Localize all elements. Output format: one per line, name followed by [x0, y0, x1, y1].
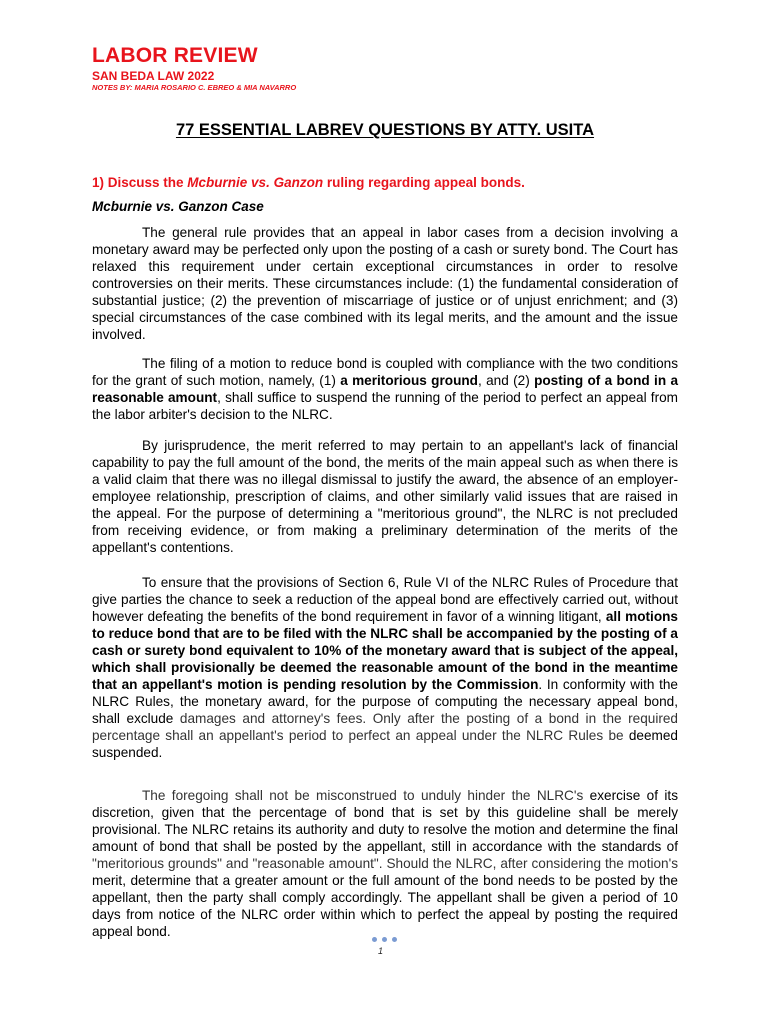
question-heading [92, 175, 525, 190]
body-text [92, 224, 678, 954]
paragraph-5-part-a: The foregoing shall not be misconstrued to unduly hinder the NLRC's [142, 788, 584, 803]
paragraph-4-part-e: deemed suspended. [92, 728, 678, 760]
paragraph-2-bold-a: a meritorious ground [340, 373, 478, 388]
question-prefix: 1) Discuss the [92, 175, 188, 190]
paragraph-4 [92, 574, 678, 761]
paragraph-4-bold: all motions to reduce bond that are to be filed with the NLRC shall be accompanied by the posting of a cash or surety bond equivalent to 10% of the monetary award that is subject of the appeal, which shall provisionally be deemed the reasonable amount of the bond in the meantime that an appellant's motion is pending resolution by the Commission [92, 609, 678, 692]
question-case-name: Mcburnie vs. Ganzon [187, 175, 324, 190]
page-header [92, 44, 296, 93]
paragraph-2-bold-b: posting of a bond in a reasonable amount [92, 373, 679, 405]
paragraph-3: By jurisprudence, the merit referred to may pertain to an appellant's lack of financial capability to pay the full amount of the bond, the merits of the main appeal such as when there is a valid claim that there was no illegal dismissal to justify the award, the absence of an employer-employee relationship, prescription of claims, and other similarly valid issues that are raised in the appeal. For the purpose of determining a "meritorious ground", the NLRC is not precluded from receiving evidence, or from making a preliminary determination of the merits of the appellant's contentions. [92, 438, 678, 555]
dot-icon [382, 937, 387, 942]
paragraph-5-part-d: merit, determine that a greater amount or the full amount of the bond needs to be posted by the appellant, then the party shall comply accordingly. The appellant shall be given a period of 10 days from notice of the NLRC order within which to perfect the appeal by posting the required appeal bond. [92, 873, 678, 939]
case-heading: Mcburnie vs. Ganzon Case [92, 199, 264, 214]
paragraph-5 [92, 787, 678, 940]
paragraph-5-part-b: exercise of its discretion, given that the percentage of bond that is set by this guideline shall be merely provisional. The NLRC retains its authority and duty to resolve the motion and determine the final amount of bond that shall be posted by the appellant, still in accordance with the standards of [92, 788, 678, 854]
page-number: 1 [378, 946, 384, 956]
paragraph-2-part-a: The filing of a motion to reduce bond is coupled with compliance with the two conditions for the grant of such motion, namely, (1) [92, 356, 678, 388]
header-notes: NOTES BY: MARIA ROSARIO C. EBREO & MIA NAVARRO [92, 83, 297, 92]
document-title: 77 ESSENTIAL LABREV QUESTIONS BY ATTY. USITA [175, 121, 595, 139]
paragraph-5-part-c: "meritorious grounds" and "reasonable amount". Should the NLRC, after considering the motion's [92, 856, 678, 871]
dot-icon [372, 937, 377, 942]
dot-icon [392, 937, 397, 942]
paragraph-2 [92, 355, 678, 423]
page-dots-ornament [372, 937, 397, 942]
paragraph-4-part-a: To ensure that the provisions of Section 6, Rule VI of the NLRC Rules of Procedure that give parties the chance to seek a reduction of the appeal bond are effectively carried out, without however defeating the benefits of the bond requirement in favor of a winning litigant, [92, 575, 678, 624]
header-subtitle: SAN BEDA LAW 2022 [92, 69, 215, 83]
paragraph-2-part-e: , shall suffice to suspend the running of the period to perfect an appeal from the labor arbiter's decision to the NLRC. [92, 390, 678, 422]
paragraph-2-part-c: , and (2) [478, 373, 535, 388]
paragraph-4-part-d: damages and attorney's fees. Only after the posting of a bond in the required percentage shall an appellant's period to perfect an appeal under the NLRC Rules be [92, 711, 678, 743]
paragraph-1: The general rule provides that an appeal in labor cases from a decision involving a monetary award may be perfected only upon the posting of a cash or surety bond. The Court has relaxed this requirement under certain exceptional circumstances in order to resolve controversies on their merits. These circumstances include: (1) the fundamental consideration of substantial justice; (2) the prevention of miscarriage of justice or of unjust enrichment; and (3) special circumstances of the case combined with its legal merits, and the amount and the issue involved. [92, 225, 678, 342]
header-title: LABOR REVIEW [92, 44, 258, 67]
paragraph-4-part-c: . In conformity with the NLRC Rules, the monetary award, for the purpose of computing the necessary appeal bond, shall exclude [92, 677, 678, 726]
question-suffix: ruling regarding appeal bonds. [323, 175, 525, 190]
